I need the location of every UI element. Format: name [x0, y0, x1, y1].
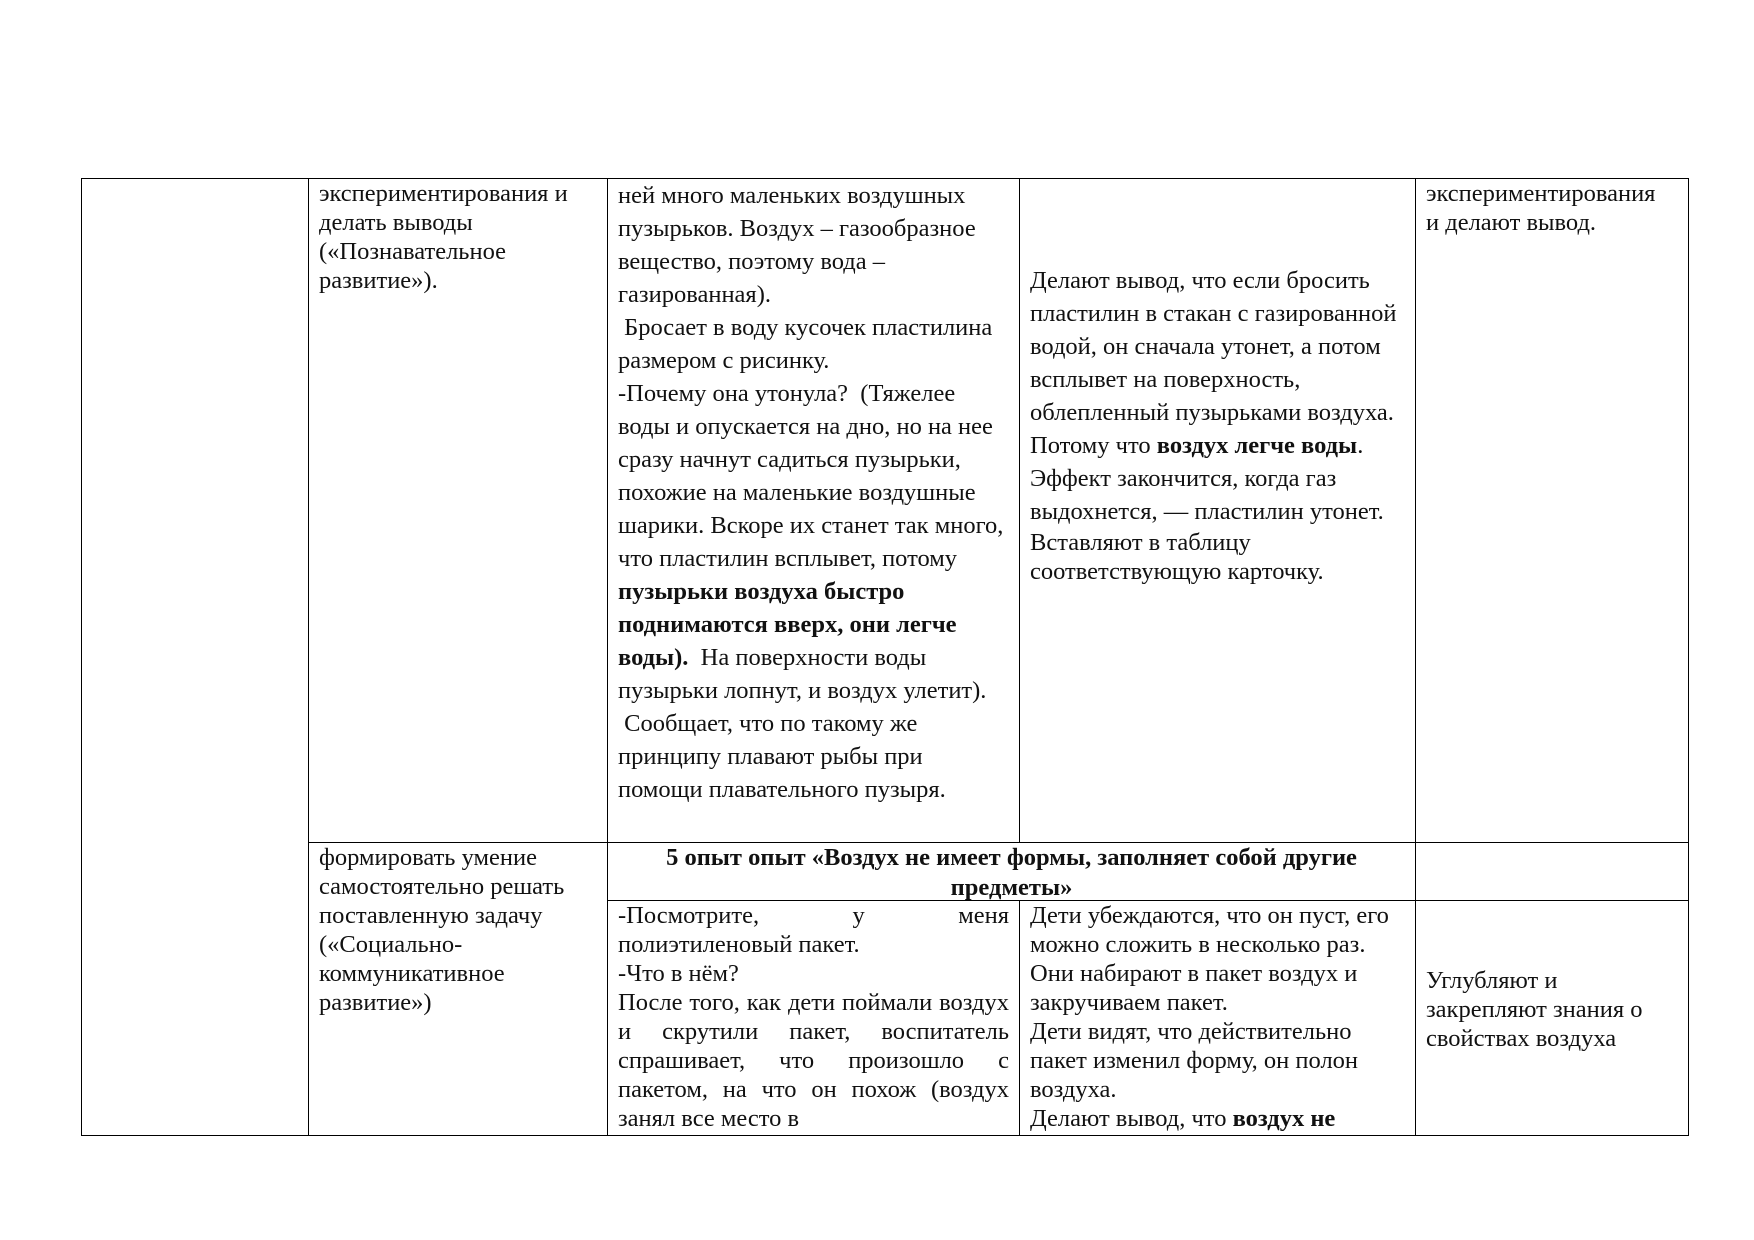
- bold-text-run: воздух легче воды: [1156, 432, 1358, 459]
- teacher-paragraph: После того, как дети поймали воздух и скрутили пакет, воспитатель спрашивает, что произошло с пакетом, на что он похож (воздух занял все место в: [618, 989, 1009, 1132]
- text-line: поставленную задачу: [319, 902, 543, 929]
- text-line: формировать умение: [319, 844, 538, 871]
- teacher-paragraph: Сообщает, что по такому же принципу плавают рыбы при помощи плавательного пузыря.: [618, 710, 946, 803]
- text-line: закручиваем пакет.: [1030, 989, 1228, 1016]
- text-line: («Познавательное: [319, 238, 507, 265]
- text-line: Дети убеждаются, что он пуст, его: [1030, 902, 1389, 929]
- text-line: делать выводы: [319, 209, 473, 236]
- row-divider: [1415, 900, 1688, 901]
- text-run: Делают вывод, что: [1030, 1105, 1233, 1132]
- text-line: Дети видят, что действительно: [1030, 1018, 1352, 1045]
- teacher-paragraph: [618, 377, 1009, 707]
- children-paragraph: Вставляют в таблицу соответствующую карточку.: [1030, 529, 1324, 585]
- teacher-paragraph: -Что в нём?: [618, 960, 739, 987]
- text-run: На поверхности воды пузырьки лопнут, и воздух улетит).: [618, 644, 987, 704]
- text-line: воздуха.: [1030, 1076, 1117, 1103]
- text-run: . Эффект закончится, когда газ выдохнется, — пластилин утонет.: [1030, 432, 1384, 525]
- teacher-paragraph: -Посмотрите, у меня полиэтиленовый пакет.: [618, 902, 1009, 958]
- text-line: Они набирают в пакет воздух и: [1030, 960, 1358, 987]
- text-line: развитие»).: [319, 267, 438, 294]
- text-line: самостоятельно решать: [319, 873, 565, 900]
- text-line: Углубляют и: [1426, 967, 1558, 994]
- text-line: коммуникативное: [319, 960, 505, 987]
- text-line: [1030, 1104, 1405, 1133]
- text-line: закрепляют знания о: [1426, 996, 1643, 1023]
- text-line: пакет изменил форму, он полон: [1030, 1047, 1359, 1074]
- text-run: Делают вывод, что если бросить пластилин в стакан с газированной водой, он сначала утонет, а потом всплывет на поверхность, облепленный пузырьками воздуха. Потому что: [1030, 267, 1397, 459]
- text-line: свойствах воздуха: [1426, 1025, 1617, 1052]
- bold-text-run: воздух не: [1232, 1105, 1336, 1132]
- bold-text-run: пузырьки воздуха быстро поднимаются вверх, они легче воды).: [618, 578, 963, 671]
- row2-result-cell: [1416, 966, 1688, 1086]
- teacher-paragraph: Бросает в воду кусочек пластилина размером с рисинку.: [618, 314, 999, 374]
- text-line: экспериментирования: [1426, 180, 1656, 207]
- experiment-title: 5 опыт опыт «Воздух не имеет формы, заполняет собой другие предметы»: [666, 844, 1357, 900]
- teacher-paragraph: ней много маленьких воздушных пузырьков. Воздух – газообразное вещество, поэтому вода – газированная).: [618, 182, 976, 308]
- text-line: можно сложить в несколько раз.: [1030, 931, 1366, 958]
- text-line: и делают вывод.: [1426, 209, 1597, 236]
- row1-result-cell: [1416, 179, 1688, 842]
- row1-goal-cell: [309, 179, 607, 842]
- row2-children-cell: [1020, 901, 1415, 1135]
- row2-goal-cell: [309, 843, 607, 1135]
- children-paragraph: [1030, 264, 1405, 528]
- lesson-plan-table: [81, 178, 1689, 1136]
- row2-teacher-cell: [608, 901, 1019, 1135]
- text-line: развитие»): [319, 989, 432, 1016]
- row1-children-cell: [1020, 264, 1415, 834]
- row1-teacher-cell: [608, 179, 1019, 842]
- text-run: -Почему она утонула? (Тяжелее воды и опускается на дно, но на нее сразу начнут садиться пузырьки, похожие на маленькие воздушные шарики. Вскоре их станет так много, что пластилин всплывет, потому: [618, 380, 1010, 572]
- text-line: («Социально-: [319, 931, 463, 958]
- text-line: экспериментирования и: [319, 180, 568, 207]
